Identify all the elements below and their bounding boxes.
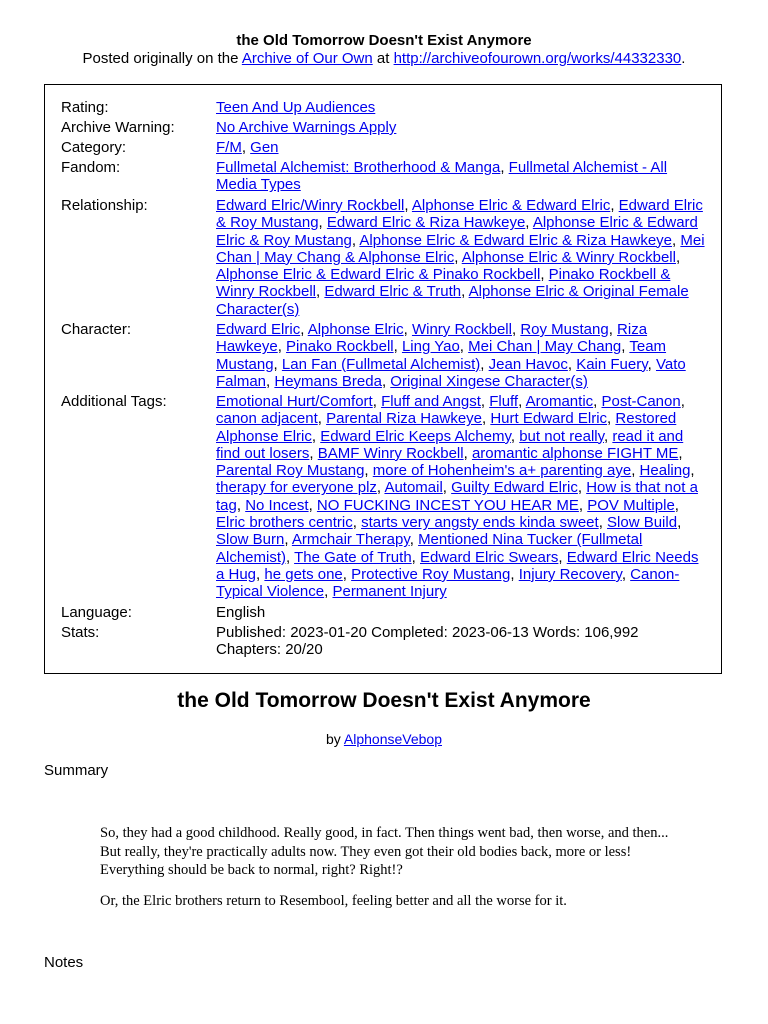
tag-link[interactable]: Parental Riza Hawkeye [326, 410, 482, 428]
tag-link[interactable]: Original Xingese Character(s) [390, 372, 588, 390]
tag-link[interactable]: he gets one [264, 565, 343, 583]
tag-link[interactable]: Roy Mustang [520, 321, 609, 338]
tag-link[interactable]: Kain Fuery [576, 355, 648, 373]
tag-link[interactable]: therapy for everyone plz [216, 479, 377, 497]
tag-link[interactable]: No Archive Warnings Apply [216, 119, 397, 136]
tag-link[interactable]: Protective Roy Mustang [351, 565, 511, 583]
posted-prefix: Posted originally on the [82, 50, 242, 67]
meta-label: Category: [61, 139, 127, 156]
tag-link[interactable]: Automail [384, 479, 443, 497]
meta-tags: Edward Elric/Winry Rockbell, Alphonse Elric & Edward Elric, Edward Elric & Roy Mustang, Edward Elric & Riza Hawkeye, Alphonse Elric & Edward Elric & Roy Mustang, Alphonse Elric & Edward Elric & Riza Hawkeye, Mei Chan | May Chang & Alphonse Elric, Alphonse Elric & Winry Rockbell, Alphonse Elric & Edward Elric & Pinako Rockbell, Pinako Rockbell & Winry Rockbell, Edward Elric & Truth, Alphonse Elric & Original Female Character(s) [216, 197, 705, 318]
meta-stats-value: Published: 2023-01-20 Completed: 2023-06-13 Words: 106,992 Chapters: 20/20 [216, 624, 639, 659]
tag-link[interactable]: Mentioned Nina Tucker (Fullmetal Alchemist) [216, 531, 643, 566]
tag-link[interactable]: but not really [519, 427, 604, 445]
archive-link[interactable]: Archive of Our Own [241, 50, 373, 67]
tag-link[interactable]: Edward Elric Swears [420, 548, 559, 566]
tag-link[interactable]: Restored Alphonse Elric [216, 410, 677, 445]
tag-link[interactable]: Fluff and Angst [381, 393, 481, 410]
tag-link[interactable]: Permanent Injury [332, 583, 447, 601]
meta-label: Language: [61, 604, 132, 621]
tag-link[interactable]: Fullmetal Alchemist - All Media Types [216, 159, 668, 194]
byline [0, 731, 768, 747]
tag-link[interactable]: Guilty Edward Elric [451, 479, 578, 497]
summary-paragraph: Or, the Elric brothers return to Resembool, feeling better and all the worse for it. [100, 892, 567, 909]
tag-link[interactable]: read it and find out losers [216, 427, 684, 462]
tag-link[interactable]: Team Mustang [216, 338, 667, 373]
summary-paragraph: So, they had a good childhood. Really good, in fact. Then things went bad, then worse, and then... But really, they're practically adults now. They even got their old bodies back, more or less! Everything should be back to normal, right? Right!? [100, 825, 669, 878]
tag-link[interactable]: canon adjacent [216, 410, 318, 428]
tag-link[interactable]: NO FUCKING INCEST YOU HEAR ME [316, 496, 579, 514]
tag-link[interactable]: Fullmetal Alchemist: Brotherhood & Manga [216, 159, 501, 176]
meta-tags [216, 119, 706, 136]
tag-link[interactable]: Post-Canon [601, 393, 681, 410]
summary-body [100, 824, 675, 922]
tag-link[interactable]: Edward Elric Keeps Alchemy [320, 427, 511, 445]
tag-link[interactable]: How is that not a tag [216, 479, 698, 514]
tag-link[interactable]: Riza Hawkeye [216, 321, 648, 356]
meta-tags: F/M, Gen [216, 139, 279, 156]
tag-link[interactable]: Edward Elric & Truth [324, 283, 462, 301]
meta-tags: Emotional Hurt/Comfort, Fluff and Angst, Fluff, Aromantic, Post-Canon, canon adjacent, Parental Riza Hawkeye, Hurt Edward Elric, Restored Alphonse Elric, Edward Elric Keeps Alchemy, but not really, read it and find out losers, BAMF Winry Rockbell, aromantic alphonse FIGHT ME, Parental Roy Mustang, more of Hohenheim's a+ parenting aye, Healing, therapy for everyone plz, Automail, Guilty Edward Elric, How is that not a tag, No Incest, NO FUCKING INCEST YOU HEAR ME, POV Multiple, Elric brothers centric, starts very angsty ends kinda sweet, Slow Build, Slow Burn, Armchair Therapy, Mentioned Nina Tucker (Fullmetal Alchemist), The Gate of Truth, Edward Elric Swears, Edward Elric Needs a Hug, he gets one, Protective Roy Mustang, Injury Recovery, Canon-Typical Violence, Permanent Injury [216, 393, 699, 601]
tag-link[interactable]: Lan Fan (Fullmetal Alchemist) [281, 355, 481, 373]
tag-link[interactable]: No Incest [245, 496, 309, 514]
tag-link[interactable]: Winry Rockbell [411, 321, 512, 338]
posted-suffix: . [681, 50, 686, 67]
tag-link[interactable]: The Gate of Truth [294, 548, 412, 566]
meta-tags: Edward Elric, Alphonse Elric, Winry Rockbell, Roy Mustang, Riza Hawkeye, Pinako Rockbell, Ling Yao, Mei Chan | May Chang, Team Mustang, Lan Fan (Fullmetal Alchemist), Jean Havoc, Kain Fuery, Vato Falman, Heymans Breda, Original Xingese Character(s) [216, 321, 686, 390]
tag-link[interactable]: Ling Yao [401, 338, 460, 356]
meta-label: Fandom: [61, 159, 121, 176]
tag-link[interactable]: Pinako Rockbell [286, 338, 394, 356]
tag-link[interactable]: Edward Elric/Winry Rockbell [216, 197, 405, 214]
tag-link[interactable]: Edward Elric Needs a Hug [216, 548, 699, 583]
notes-heading: Notes [44, 954, 84, 971]
tag-link[interactable]: starts very angsty ends kinda sweet [361, 514, 599, 532]
tag-link[interactable]: Edward Elric [216, 321, 301, 338]
tag-link[interactable]: Injury Recovery [518, 565, 622, 583]
tag-link[interactable]: Pinako Rockbell & Winry Rockbell [216, 266, 671, 301]
tag-link[interactable]: Alphonse Elric & Original Female Character(s) [216, 283, 689, 318]
tag-link[interactable]: Elric brothers centric [216, 514, 353, 532]
meta-tags [216, 99, 706, 116]
tag-link[interactable]: Heymans Breda [274, 372, 382, 390]
tag-link[interactable]: POV Multiple [587, 496, 675, 514]
author-link[interactable]: AlphonseVebop [343, 731, 442, 747]
tag-link[interactable]: Alphonse Elric & Edward Elric & Riza Hawkeye [359, 231, 673, 249]
byline-by: by [326, 731, 344, 747]
header-title: the Old Tomorrow Doesn't Exist Anymore [236, 32, 532, 49]
tag-link[interactable]: Vato Falman [216, 355, 686, 390]
meta-label: Relationship: [61, 197, 148, 214]
work-url-link[interactable]: http://archiveofourown.org/works/44332330 [393, 50, 682, 67]
tag-link[interactable]: Parental Roy Mustang [216, 462, 365, 480]
tag-link[interactable]: F/M [216, 139, 242, 156]
tag-link[interactable]: Emotional Hurt/Comfort [216, 393, 373, 410]
tag-link[interactable]: Edward Elric & Roy Mustang [216, 197, 703, 232]
meta-label: Additional Tags: [61, 393, 167, 410]
tag-link[interactable]: BAMF Winry Rockbell [317, 444, 464, 462]
meta-label: Character: [61, 321, 132, 338]
tag-link[interactable]: more of Hohenheim's a+ parenting aye [372, 462, 632, 480]
tag-link[interactable]: Alphonse Elric & Edward Elric & Roy Mustang [216, 214, 698, 249]
tag-link[interactable]: Teen And Up Audiences [216, 99, 376, 116]
meta-label: Archive Warning: [61, 119, 175, 136]
tag-link[interactable]: Jean Havoc [488, 355, 568, 373]
tag-link[interactable]: Mei Chan | May Chang & Alphonse Elric [216, 231, 705, 266]
tag-link[interactable]: Edward Elric & Riza Hawkeye [326, 214, 526, 232]
tag-link[interactable]: Slow Burn [216, 531, 285, 549]
meta-label: Rating: [61, 99, 109, 116]
tag-link[interactable]: Hurt Edward Elric [490, 410, 608, 428]
tag-link[interactable]: Alphonse Elric [307, 321, 404, 338]
tag-link[interactable]: Mei Chan | May Chang [468, 338, 622, 356]
summary-heading: Summary [44, 762, 109, 779]
tag-link[interactable]: Alphonse Elric & Edward Elric [411, 197, 611, 214]
tag-link[interactable]: aromantic alphonse FIGHT ME [471, 444, 679, 462]
work-title: the Old Tomorrow Doesn't Exist Anymore [177, 689, 591, 712]
tag-link[interactable]: Armchair Therapy [291, 531, 410, 549]
tag-link[interactable]: Alphonse Elric & Edward Elric & Pinako Rockbell [216, 266, 541, 284]
tag-link[interactable]: Alphonse Elric & Winry Rockbell [461, 248, 676, 266]
tag-link[interactable]: Gen [250, 139, 279, 156]
meta-label: Stats: [61, 624, 100, 641]
tag-link[interactable]: Canon-Typical Violence [216, 565, 680, 601]
tag-link[interactable]: Fluff [489, 393, 519, 410]
posted-line [0, 50, 768, 67]
metadata-box [44, 84, 722, 674]
tag-link[interactable]: Healing [639, 462, 691, 480]
tag-link[interactable]: Aromantic [525, 393, 594, 410]
tag-link[interactable]: Slow Build [607, 514, 678, 532]
posted-mid: at [372, 50, 394, 67]
meta-language-value: English [216, 604, 266, 621]
meta-tags: Fullmetal Alchemist: Brotherhood & Manga, Fullmetal Alchemist - All Media Types [216, 159, 668, 194]
